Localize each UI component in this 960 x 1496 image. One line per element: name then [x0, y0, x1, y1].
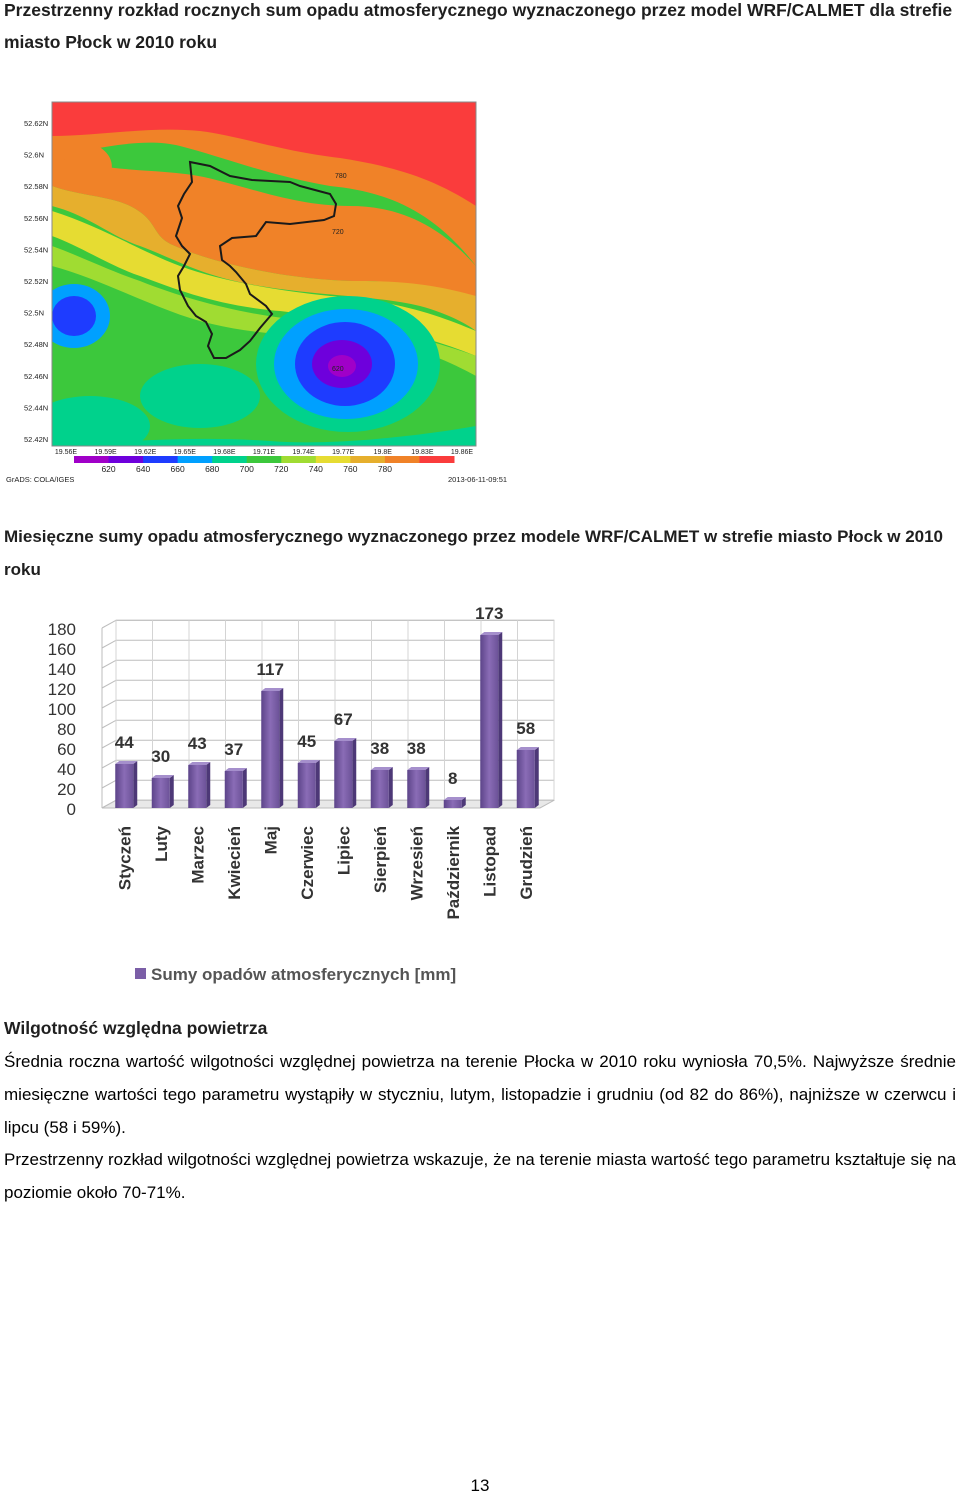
longitude-label: 19.71E — [252, 449, 276, 456]
contour-label-620: 620 — [332, 366, 344, 373]
y-tick-label: 180 — [47, 620, 76, 639]
monthly-precipitation-chart — [20, 598, 580, 998]
x-tick-label: Wrzesień — [407, 826, 427, 901]
bar-value-label: 117 — [256, 660, 284, 679]
gridline-side — [102, 700, 116, 708]
bar — [371, 770, 389, 808]
bar-value-label: 38 — [406, 739, 426, 758]
gridline-side — [102, 620, 116, 628]
bar-Styczeń — [115, 761, 137, 808]
x-tick-label: Czerwiec — [297, 826, 317, 900]
bar — [444, 800, 462, 808]
y-tick-label: 20 — [57, 780, 76, 799]
latitude-label: 52.44N — [24, 403, 49, 413]
longitude-label: 19.68E — [213, 449, 236, 456]
latitude-label: 52.42N — [24, 435, 49, 444]
x-tick-label: Luty — [151, 826, 171, 862]
bar — [298, 763, 316, 808]
y-tick-label: 0 — [66, 800, 76, 819]
colorbar-label: 680 — [205, 464, 220, 474]
y-tick-label: 120 — [47, 680, 76, 699]
x-tick-label: Sierpień — [370, 826, 390, 894]
humidity-paragraph-1: Średnia roczna wartość wilgotności względnej powietrza na terenie Płocka w 2010 roku wyniosła 70,5%. Najwyższe średnie miesięczne wartości tego parametru wystąpiły w styczniu, lutym, listopadzie i grudniu (od 82 do 86%), najniższe w czerwcu i lipcu (58 i 59%). — [4, 1052, 956, 1137]
bar-Sierpień — [371, 767, 393, 808]
bar-value-label: 44 — [114, 733, 134, 752]
bar-value-label: 43 — [187, 734, 207, 753]
gridline-side — [102, 680, 116, 688]
colorbar-segment — [109, 456, 144, 463]
latitude-label: 52.5N — [24, 308, 45, 318]
y-tick-label: 60 — [57, 740, 76, 759]
colorbar — [74, 456, 455, 463]
y-tick-label: 80 — [57, 720, 76, 739]
latitude-labels — [24, 119, 48, 444]
bar-value-label: 45 — [297, 732, 317, 751]
x-axis-category-labels — [115, 825, 536, 919]
longitude-labels — [55, 449, 474, 456]
bar — [261, 691, 279, 808]
bar-side — [206, 762, 210, 808]
y-tick-label: 140 — [47, 660, 76, 679]
longitude-label: 19.86E — [450, 449, 474, 456]
latitude-label: 52.58N — [24, 182, 49, 192]
x-tick-label: Maj — [261, 826, 281, 855]
x-tick-label: Styczeń — [115, 826, 135, 891]
chart-legend — [135, 965, 456, 984]
bar-value-label: 67 — [333, 710, 353, 729]
legend-label: Sumy opadów atmosferycznych [mm] — [151, 965, 457, 984]
bar — [152, 778, 170, 808]
latitude-label: 52.48N — [24, 340, 49, 350]
y-tick-label: 40 — [57, 760, 76, 779]
bar-side — [243, 768, 247, 808]
x-tick-label: Grudzień — [516, 826, 536, 900]
latitude-label: 52.46N — [24, 371, 49, 381]
gridline-side — [102, 760, 116, 768]
bar — [517, 750, 535, 808]
latitude-label: 52.62N — [24, 119, 49, 128]
bar-side — [316, 760, 320, 808]
colorbar-segment — [247, 456, 282, 463]
colorbar-segment — [350, 456, 385, 463]
gridline-side — [102, 720, 116, 728]
longitude-label: 19.8E — [373, 449, 392, 456]
colorbar-label: 700 — [239, 464, 254, 474]
chart-section-title: Miesięczne sumy opadu atmosferycznego wyznaczonego przez modele WRF/CALMET w strefie miasto Płock w 2010 roku — [4, 527, 944, 579]
colorbar-segment — [178, 456, 213, 463]
bar-Kwiecień — [225, 768, 247, 808]
x-tick-label: Listopad — [480, 826, 500, 897]
bar — [225, 771, 243, 808]
bar-side — [133, 761, 137, 808]
bar-Październik — [444, 797, 466, 808]
bar-value-label: 37 — [224, 740, 244, 759]
humidity-section-title: Wilgotność względna powietrza — [4, 1018, 268, 1038]
y-tick-label: 100 — [47, 700, 76, 719]
colorbar-segment — [212, 456, 247, 463]
bar-Marzec — [188, 762, 210, 808]
latitude-label: 52.54N — [24, 245, 49, 255]
grads-credit: GrADS: COLA/IGES — [6, 475, 75, 484]
colorbar-label: 720 — [274, 464, 289, 474]
colorbar-labels — [101, 464, 392, 474]
colorbar-label: 740 — [308, 464, 323, 474]
bar-value-label: 8 — [448, 769, 458, 788]
bar-side — [170, 775, 174, 808]
bar — [407, 770, 425, 808]
latitude-label: 52.52N — [24, 277, 49, 286]
bar-value-label: 30 — [151, 747, 171, 766]
gridline-side — [102, 640, 116, 648]
colorbar-segment — [385, 456, 420, 463]
gridline-side — [102, 660, 116, 668]
bar-Grudzień — [517, 747, 539, 808]
bar — [334, 741, 352, 808]
longitude-label: 19.56E — [54, 449, 78, 456]
precipitation-map — [0, 96, 520, 488]
colorbar-label: 780 — [377, 464, 393, 474]
bar-value-label: 58 — [516, 719, 536, 738]
bar-value-label: 38 — [370, 739, 390, 758]
bar-Luty — [152, 775, 174, 808]
humidity-paragraph-2: Przestrzenny rozkład wilgotności względnej powietrza wskazuje, że na terenie miasta wartość tego parametru kształtuje się na poziomie około 70-71%. — [4, 1150, 956, 1202]
colorbar-label: 620 — [101, 464, 116, 474]
bar-value-label: 173 — [475, 604, 504, 623]
latitude-label: 52.56N — [24, 213, 49, 223]
x-tick-label: Październik — [443, 826, 463, 920]
colorbar-segment — [74, 456, 109, 463]
x-tick-label: Lipiec — [334, 826, 354, 876]
colorbar-label: 760 — [343, 464, 358, 474]
longitude-label: 19.83E — [411, 449, 434, 456]
bar-Lipiec — [334, 738, 356, 808]
longitude-label: 19.65E — [173, 449, 196, 456]
map-section-title: Przestrzenny rozkład rocznych sum opadu atmosferycznego wyznaczonego przez model WRF/CALMET dla strefie miasto Płock w 2010 roku — [4, 0, 953, 52]
bar-side — [425, 767, 429, 808]
longitude-label: 19.59E — [94, 449, 117, 456]
colorbar-label: 660 — [170, 464, 185, 474]
x-tick-label: Kwiecień — [224, 826, 244, 900]
colorbar-segment — [316, 456, 351, 463]
longitude-label: 19.77E — [332, 449, 355, 456]
bar-side — [498, 632, 502, 808]
bar — [480, 635, 498, 808]
bar-side — [352, 738, 356, 808]
colorbar-segment — [419, 456, 454, 463]
longitude-label: 19.62E — [134, 449, 157, 456]
bar-side — [535, 747, 539, 808]
x-tick-label: Marzec — [188, 826, 208, 884]
map-field — [30, 102, 476, 456]
bar — [115, 764, 133, 808]
contour-label-720: 720 — [332, 229, 344, 236]
colorbar-label: 640 — [135, 464, 151, 474]
precipitation-map-svg — [0, 96, 520, 488]
bar-side — [279, 688, 283, 808]
contour-label-780: 780 — [335, 173, 347, 180]
latitude-label: 52.6N — [24, 150, 45, 160]
longitude-label: 19.74E — [292, 449, 315, 456]
page-number: 13 — [470, 1476, 490, 1495]
legend-swatch — [135, 968, 146, 979]
bar-Wrzesień — [407, 767, 429, 808]
bar-side — [389, 767, 393, 808]
bar-Listopad — [480, 632, 502, 808]
colorbar-segment — [281, 456, 316, 463]
colorbar-segment — [143, 456, 178, 463]
bar — [188, 765, 206, 808]
y-axis-tick-labels — [48, 620, 76, 819]
bar-chart-svg — [20, 598, 580, 998]
y-tick-label: 160 — [47, 640, 76, 659]
gridline-side — [102, 780, 116, 788]
bar-Czerwiec — [298, 760, 320, 808]
bar-Maj — [261, 688, 283, 808]
timestamp-credit: 2013-06-11-09:51 — [448, 475, 508, 484]
